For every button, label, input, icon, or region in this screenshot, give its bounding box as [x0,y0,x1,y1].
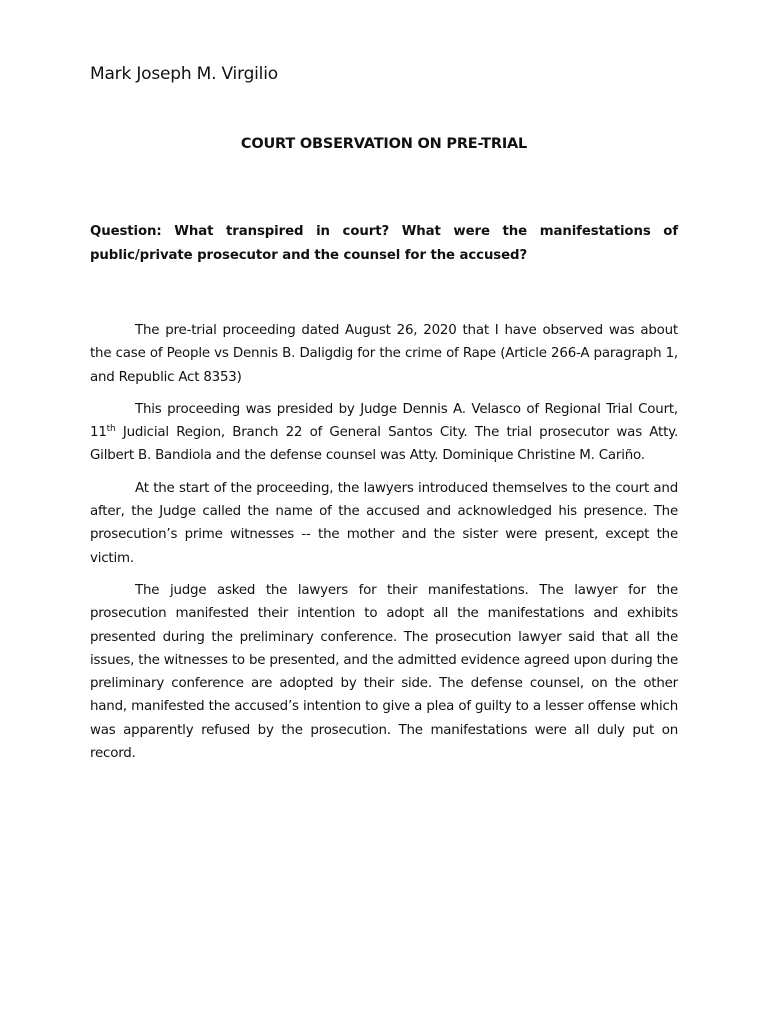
paragraph-2-text-a: This proceeding was presided by Judge Dennis A. Velasco of Regional Trial Court, 11 [90,401,678,441]
author-name: Mark Joseph M. Virgilio [90,64,278,84]
paragraph-1-text: The pre-trial proceeding dated August 26, 2020 that I have observed was about the case of People vs Dennis B. Daligdig for the crime of Rape (Article 266-A paragraph 1, and Republic Act 8353) [90,323,678,385]
paragraph-4 [90,579,678,765]
question-text: What transpired in court? What were the manifestations of public/private prosecutor and the counsel for the accused? [90,224,678,263]
paragraph-4-text: The judge asked the lawyers for their manifestations. The lawyer for the prosecution manifested their intention to adopt all the manifestations and exhibits presented during the preliminary conference. The prosecution lawyer said that all the issues, the witnesses to be presented, and the admitted evidence agreed upon during the preliminary conference are adopted by their side. The defense counsel, on the other hand, manifested the accused’s intention to give a plea of guilty to a lesser offense which was apparently refused by the prosecution. The manifestations were all duly put on record. [90,582,678,762]
paragraph-3 [90,477,678,570]
paragraph-3-text: At the start of the proceeding, the lawyers introduced themselves to the court and after, the Judge called the name of the accused and acknowledged his presence. The prosecution’s prime witnesses -- the mother and the sister were present, except the victim. [90,480,678,566]
ordinal-suffix: th [106,424,116,435]
document-body [90,319,678,774]
paragraph-1 [90,319,678,389]
question-label: Question: [90,224,162,239]
question-block [90,220,678,267]
paragraph-2-text-b: Judicial Region, Branch 22 of General Santos City. The trial prosecutor was Atty. Gilbert B. Bandiola and the defense counsel was Atty. Dominique Christine M. Cariño. [90,425,678,464]
document-title: COURT OBSERVATION ON PRE-TRIAL [240,136,528,152]
paragraph-2 [90,398,678,468]
